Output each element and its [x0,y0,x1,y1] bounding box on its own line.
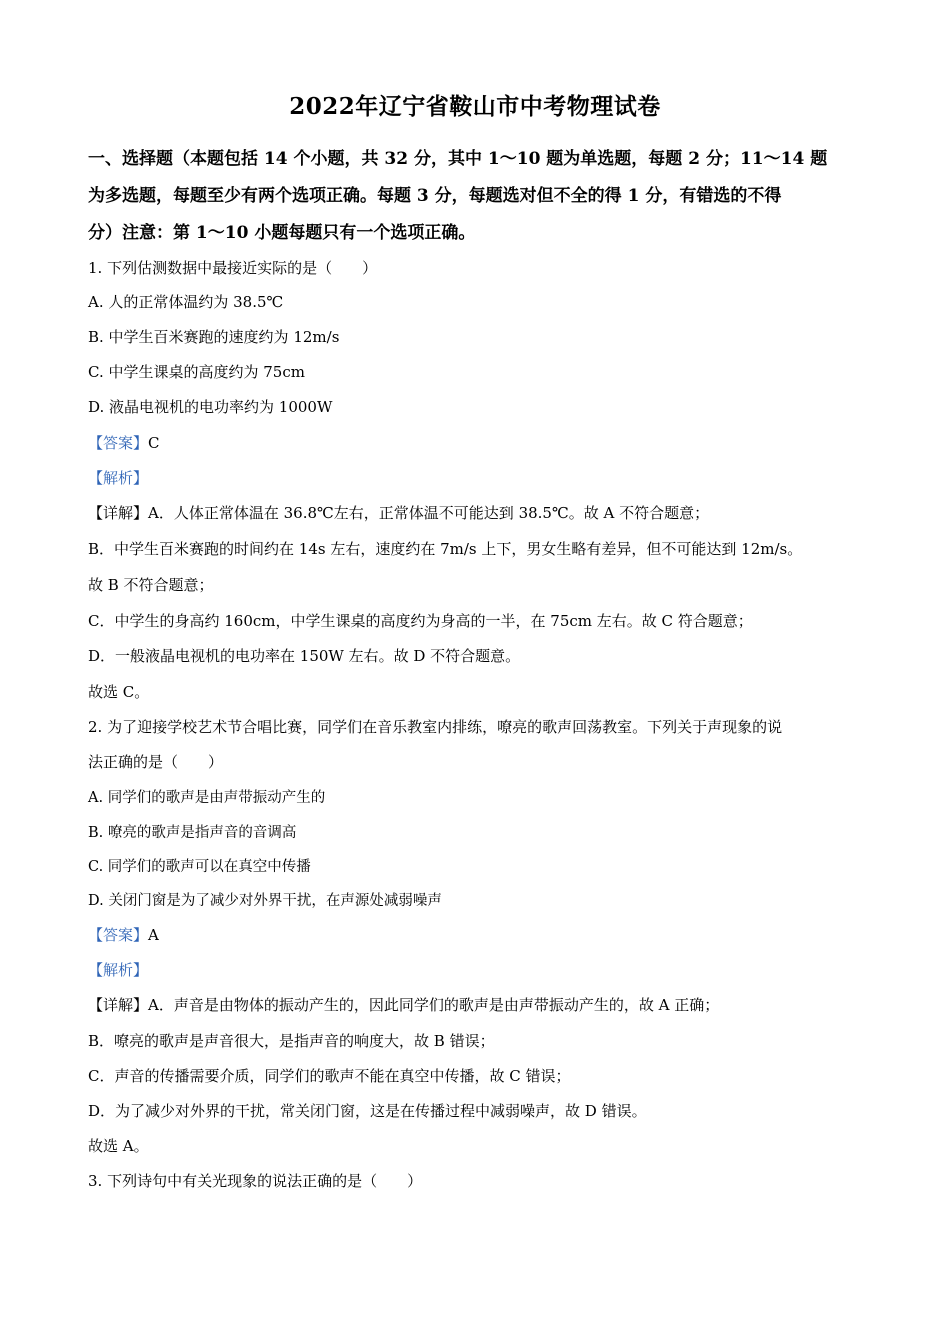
q2-detail-text-1: A．声音是由物体的振动产生的，因此同学们的歌声是由声带振动产生的，故 A 正确； [148,996,720,1014]
section-heading-line-2: 为多选题，每题至少有两个选项正确。每题 3 分，每题选对但不全的得 1 分，有错选的不得 [88,186,782,206]
q2-detail-line-3: C．声音的传播需要介质，同学们的歌声不能在真空中传播，故 C 错误； [88,1067,571,1085]
q1-stem: 1. 下列估测数据中最接近实际的是（ ） [88,259,378,277]
q1-detail-line-1 [88,503,709,523]
q2-option-c: C. 同学们的歌声可以在真空中传播 [88,859,311,875]
q1-detail-line-4: C．中学生的身高约 160cm，中学生课桌的高度约为身高的一半，在 75cm 左右。故 C 符合题意； [88,612,753,630]
q1-option-b: B. 中学生百米赛跑的速度约为 12m/s [88,328,340,346]
q1-detail-line-5: D．一般液晶电视机的电功率在 150W 左右。故 D 不符合题意。 [88,647,521,665]
q1-option-c: C. 中学生课桌的高度约为 75cm [88,363,305,381]
q2-detail-line-4: D．为了减少对外界的干扰，常关闭门窗，这是在传播过程中减弱噪声，故 D 错误。 [88,1102,647,1120]
exam-title: 2022年辽宁省鞍山市中考物理试卷 [289,93,661,120]
q2-stem-line-1: 2. 为了迎接学校艺术节合唱比赛，同学们在音乐教室内排练，嘹亮的歌声回荡教室。下列关于声现象的说 [88,718,783,736]
section-heading-line-3: 分）注意：第 1～10 小题每题只有一个选项正确。 [88,223,476,243]
q1-detail-text-1: A．人体正常体温在 36.8℃左右，正常体温不可能达到 38.5℃。故 A 不符合题意； [148,504,710,522]
q2-analysis [88,960,148,980]
q2-conclusion: 故选 A。 [88,1137,149,1155]
detail-tag: 【详解】 [88,504,149,522]
q1-answer [88,433,160,453]
q1-analysis [88,468,148,488]
q2-detail-line-2: B．嘹亮的歌声是声音很大，是指声音的响度大，故 B 错误； [88,1032,495,1050]
q1-conclusion: 故选 C。 [88,683,150,701]
answer-tag: 【答案】 [88,434,149,452]
q2-detail-line-1 [88,995,719,1015]
q3-stem: 3. 下列诗句中有关光现象的说法正确的是（ ） [88,1172,423,1190]
section-heading-line-1: 一、选择题（本题包括 14 个小题，共 32 分，其中 1～10 题为单选题，每题 2 分；11～14 题 [88,149,828,169]
q2-answer [88,925,159,945]
q2-answer-value: A [148,926,159,944]
q2-option-b: B. 嘹亮的歌声是指声音的音调高 [88,825,297,841]
q2-stem-line-2: 法正确的是（ ） [88,753,224,771]
q1-option-d: D. 液晶电视机的电功率约为 1000W [88,398,333,416]
answer-tag: 【答案】 [88,926,149,944]
detail-tag: 【详解】 [88,996,149,1014]
q1-option-a: A. 人的正常体温约为 38.5℃ [88,293,284,311]
q1-answer-value: C [148,434,160,452]
analysis-tag: 【解析】 [88,469,149,487]
q2-option-a: A. 同学们的歌声是由声带振动产生的 [88,790,326,806]
q2-option-d: D. 关闭门窗是为了减少对外界干扰，在声源处减弱噪声 [88,893,442,909]
q1-detail-line-3: 故 B 不符合题意； [88,576,214,594]
q1-detail-line-2: B．中学生百米赛跑的时间约在 14s 左右，速度约在 7m/s 上下，男女生略有差异，但不可能达到 12m/s。 [88,540,803,558]
analysis-tag: 【解析】 [88,961,149,979]
